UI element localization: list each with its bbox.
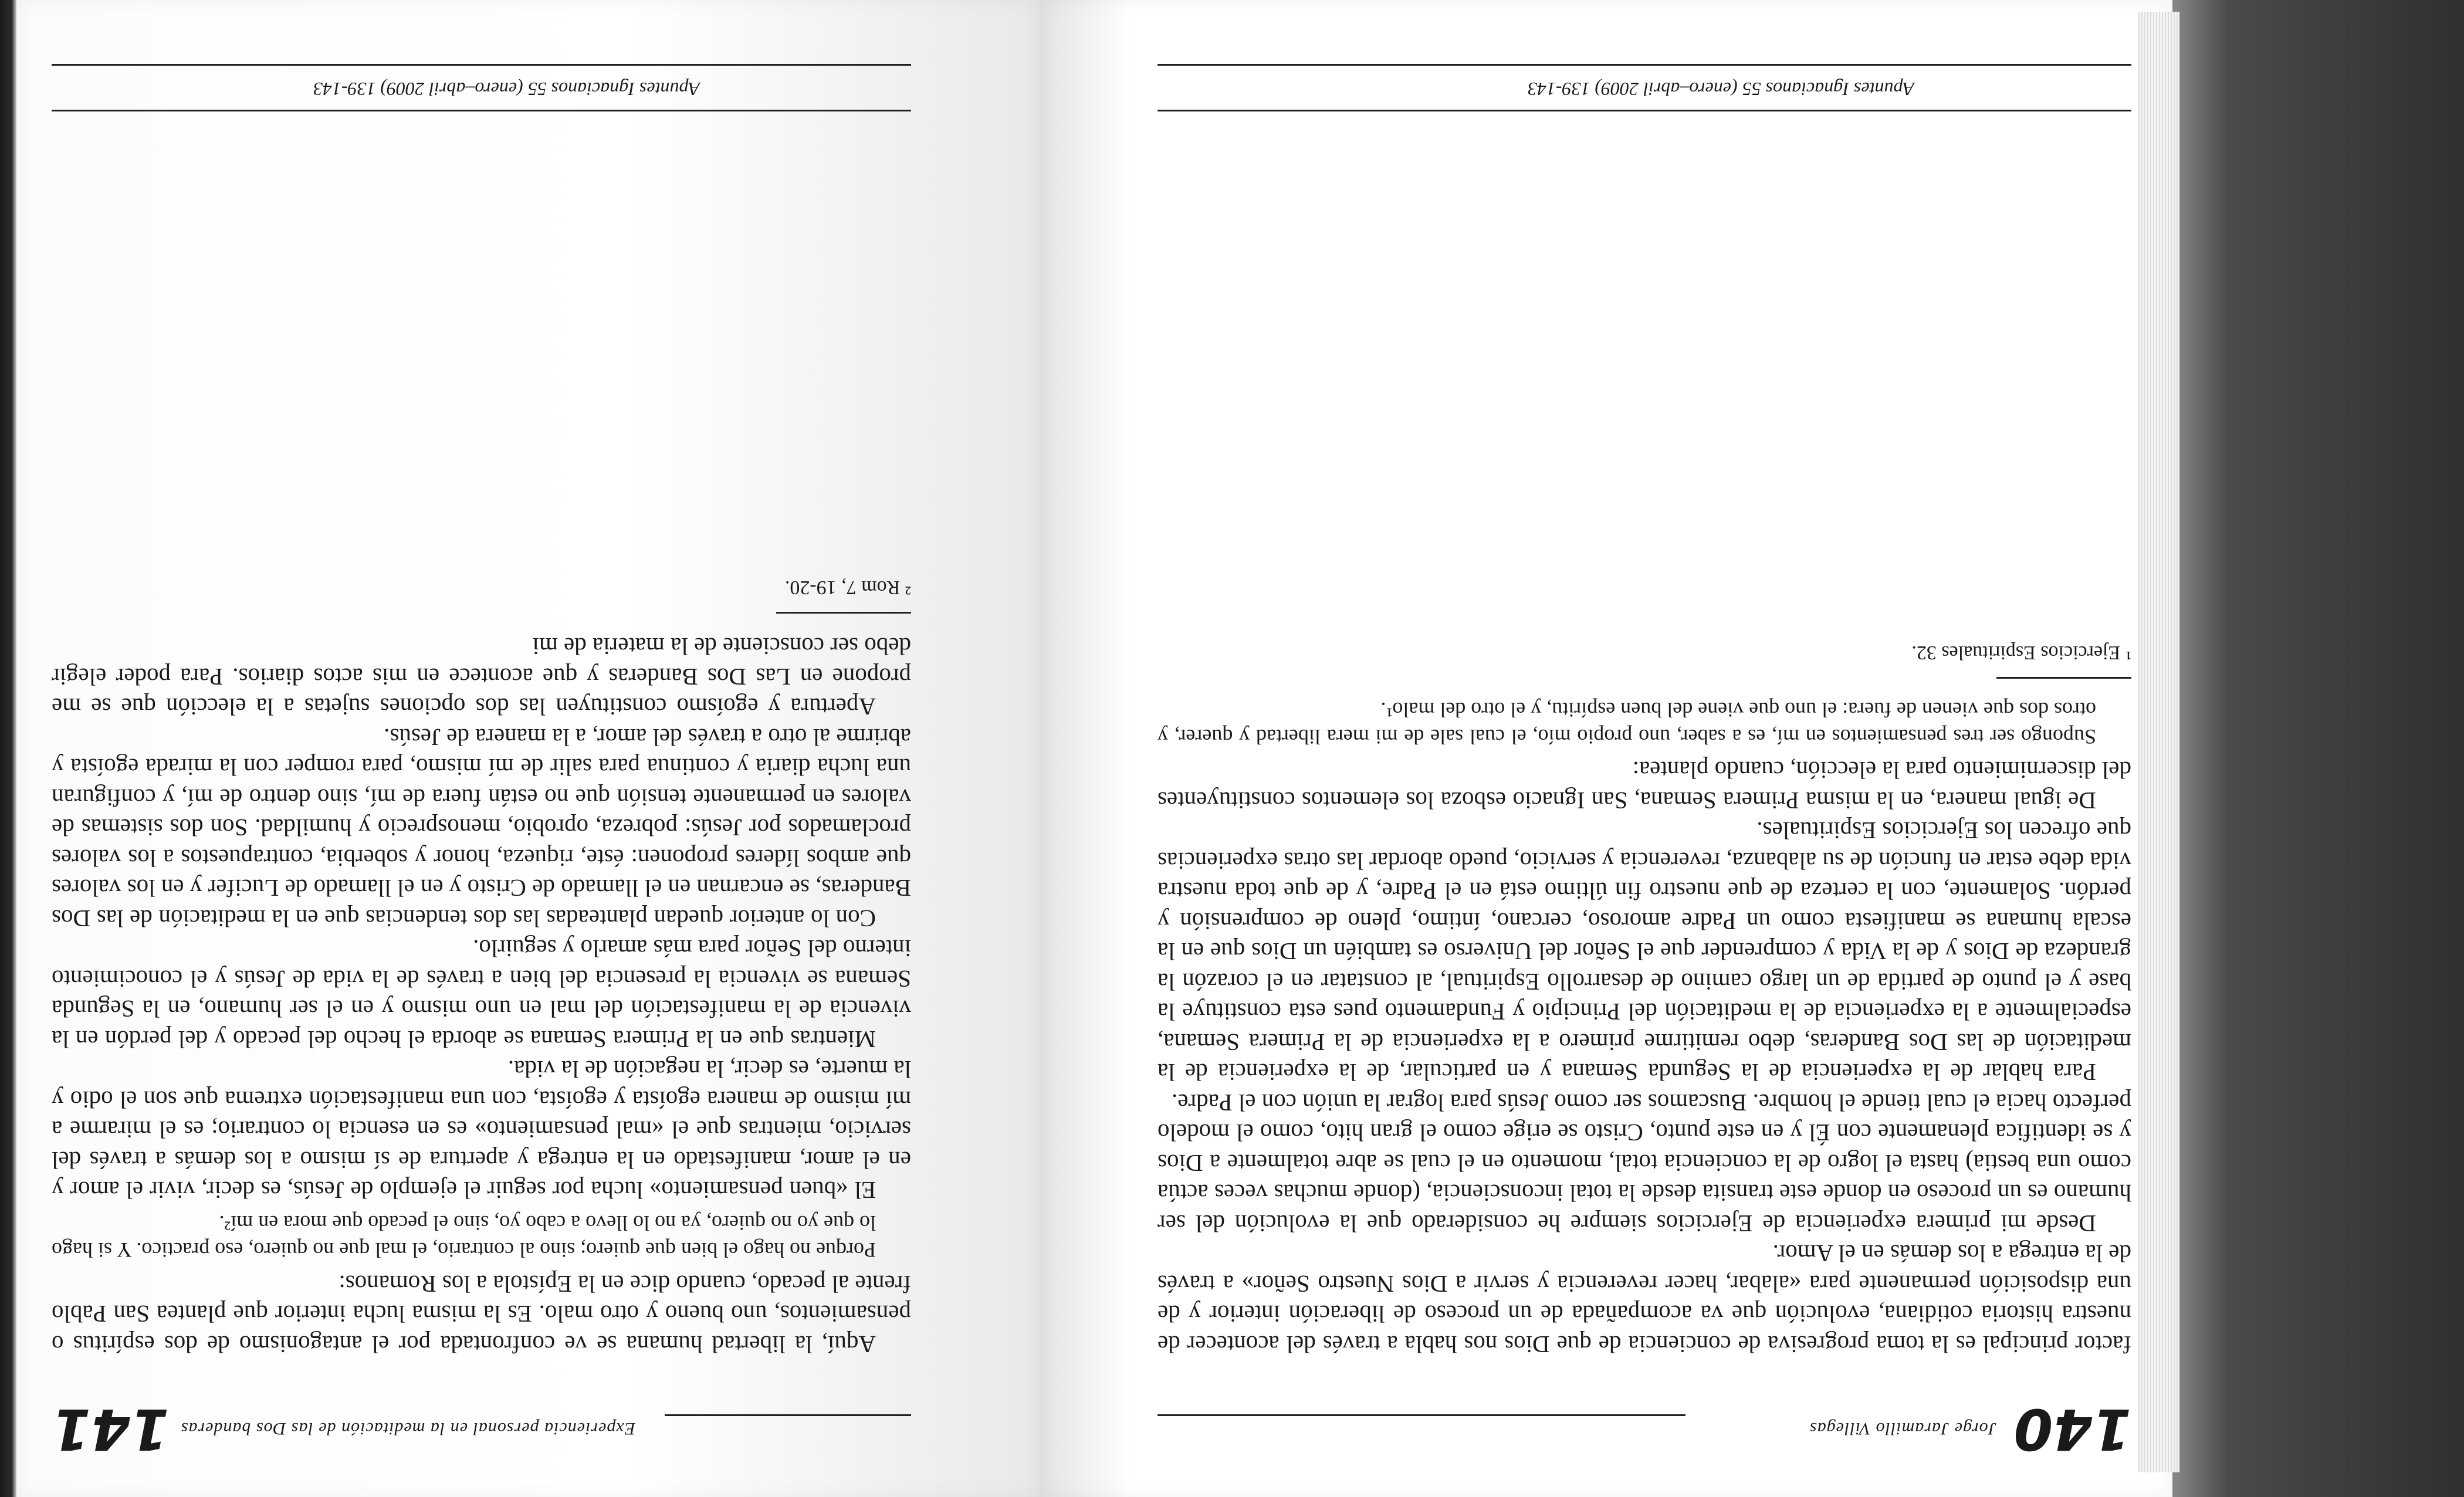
right-page: [1040, 0, 2172, 1497]
right-journal-rule-bottom: [1157, 64, 2131, 66]
right-journal-band: [1157, 59, 2131, 111]
right-body-text: [1157, 639, 2131, 1359]
left-running-head: [52, 1380, 911, 1462]
left-paragraph: Mientras que en la Primera Semana se aborda el hecho del pecado y del perdón en la vivencia de la manifestación del mal en uno mismo y en el ser humano, en la Segunda Semana se vivencia la presencia del bien a través de la vida de Jesús y el conocimiento interno del Señor para más amarlo y seguirlo.: [52, 935, 911, 1053]
left-body-text: [52, 574, 911, 1359]
left-journal-band: [52, 59, 911, 111]
left-footnote: ² Rom 7, 19-20.: [784, 577, 911, 598]
right-folio: 140: [2013, 1396, 2131, 1462]
open-book: [16, 0, 2187, 1497]
left-paragraph: Aquí, la libertad humana se ve confrontada por el antagonismo de dos espíritus o pensamientos, uno bueno y otro malo. Es la misma lucha interior que plantea San Pablo frente al pecado, cuando dice en la Epístola a los Romanos:: [52, 1271, 911, 1358]
right-footnote: ¹ Ejercicios Espirituales 32.: [1911, 642, 2131, 663]
left-paragraph: Apertura y egoísmo constituyen las dos opciones sujetas a la elección que se me propone en Las Dos Banderas y que acontece en mis actos diarios. Para poder elegir debo ser consciente de la materia de mi: [52, 633, 911, 721]
left-page-content-rotated: [16, 0, 1040, 1497]
right-running-head-text: Jorge Jaramillo Villegas: [1809, 1419, 1996, 1438]
right-journal-rule-top: [1157, 110, 2131, 111]
left-journal-rule-bottom: [52, 64, 911, 66]
left-paragraph: El «buen pensamiento» lucha por seguir el ejemplo de Jesús, es decir, vivir el amor y en el amor, manifestado en la entrega y apertura de sí mismo a los demás a través del servicio, mientras que el «mal pensamiento» es en esencia lo contrario; es el mirarme a mí mismo de manera egoísta y egoísta, con una manifestación extrema que son el odio y la muerte, es decir, la negación de la vida.: [52, 1056, 911, 1204]
right-head-rule: [1157, 1414, 1685, 1416]
left-quote: Porque no hago el bien que quiero; sino al contrario, el mal que no quiero, eso practico. Y si hago lo que yo no quiero, ya no lo llevo a cabo yo, sino el pecado que mora en mí².: [52, 1211, 876, 1262]
left-paragraph: Con lo anterior quedan planteadas las dos tendencias que en la meditación de las Dos Banderas, se encarnan en el llamado de Cristo y en el llamado de Lucifer y en los valores que ambos líderes proponen: éste, riqueza, honor y soberbia, contrapuestos a los valores proclamados por Jesús: pobreza, oprobio, menosprecio y humildad. Son dos sistemas de valores en permanente tensión que no están fuera de mí, sino dentro de mí, y configuran una lucha diaria y continua para salir de mí mismo, para romper con la mirada egoísta y abrirme al otro a través del amor, a la manera de Jesús.: [52, 724, 911, 932]
right-quote: Supongo ser tres pensamientos en mí, es a saber, uno propio mío, el cual sale de mi mera libertad y querer, y otros dos que vienen de fuera: el uno que viene del buen espíritu, y el otro del malo¹.: [1157, 698, 2096, 749]
left-journal-line: Apuntes Ignacianos 55 (enero–abril 2009) 139-143: [313, 79, 700, 100]
left-folio: 141: [52, 1396, 170, 1462]
left-head-rule: [665, 1414, 911, 1416]
right-paragraph: factor principal es la toma progresiva de conciencia de que Dios nos habla a través del acontecer de nuestra historia cotidiana, evolución que va acompañada de un proceso de liberación interior y de una disposición permanente para «alabar, hacer reverencia y servir a Dios Nuestro Señor» a través de la entrega a los demás en el Amor.: [1157, 1240, 2131, 1358]
left-running-head-text: Experiencia personal en la meditación de las Dos banderas: [180, 1419, 635, 1438]
left-journal-rule-top: [52, 110, 911, 111]
right-paragraph: Desde mi primera experiencia de Ejercicios siempre he considerado que la evolución del ser humano es un proceso en donde este transita desde la total inconsciencia, (donde muchas veces actúa como una bestia) hasta el logro de la conciencia total, momento en el cual se abre totalmente a Dios y se identifica plenamente con Él y en este punto, Cristo se erige como el gran hito, como el modelo perfecto hacia el cual tiende el hombre. Buscamos ser como Jesús para lograr la unión con el Padre.: [1157, 1089, 2131, 1237]
right-running-head: [1157, 1380, 2131, 1462]
left-footnote-rule: [776, 612, 911, 614]
right-footnote-rule: [1996, 677, 2131, 679]
book-page-edges: [2138, 12, 2179, 1472]
right-page-content-rotated: [1040, 0, 2172, 1497]
right-journal-line: Apuntes Ignacianos 55 (enero–abril 2009) 139-143: [1527, 79, 1914, 100]
right-paragraph: Para hablar de la experiencia de la Segunda Semana y en particular, de la experiencia de la meditación de las Dos Banderas, debo remitirme primero a la experiencia de la Primera Semana, especialmente a la experiencia de la meditación del Principio y Fundamento pues esta constituye la base y el punto de partida de un largo camino de desarrollo Espiritual, al constatar en el corazón la grandeza de Dios y de la Vida y comprender que el Señor del Universo es también un Dios que en la escala humana se manifiesta como un Padre amoroso, cercano, íntimo, pleno de comprensión y perdón. Solamente, con la certeza de que nuestro fin último está en el Padre, y de que toda nuestra vida debe estar en función de su alabanza, reverencia y servicio, puedo abordar las otras experiencias que ofrecen los Ejercicios Espirituales.: [1157, 817, 2131, 1086]
left-page: [16, 0, 1040, 1497]
right-paragraph: De igual manera, en la misma Primera Semana, San Ignacio esboza los elementos constituyentes del discernimiento para la elección, cuando planteа:: [1157, 757, 2131, 814]
